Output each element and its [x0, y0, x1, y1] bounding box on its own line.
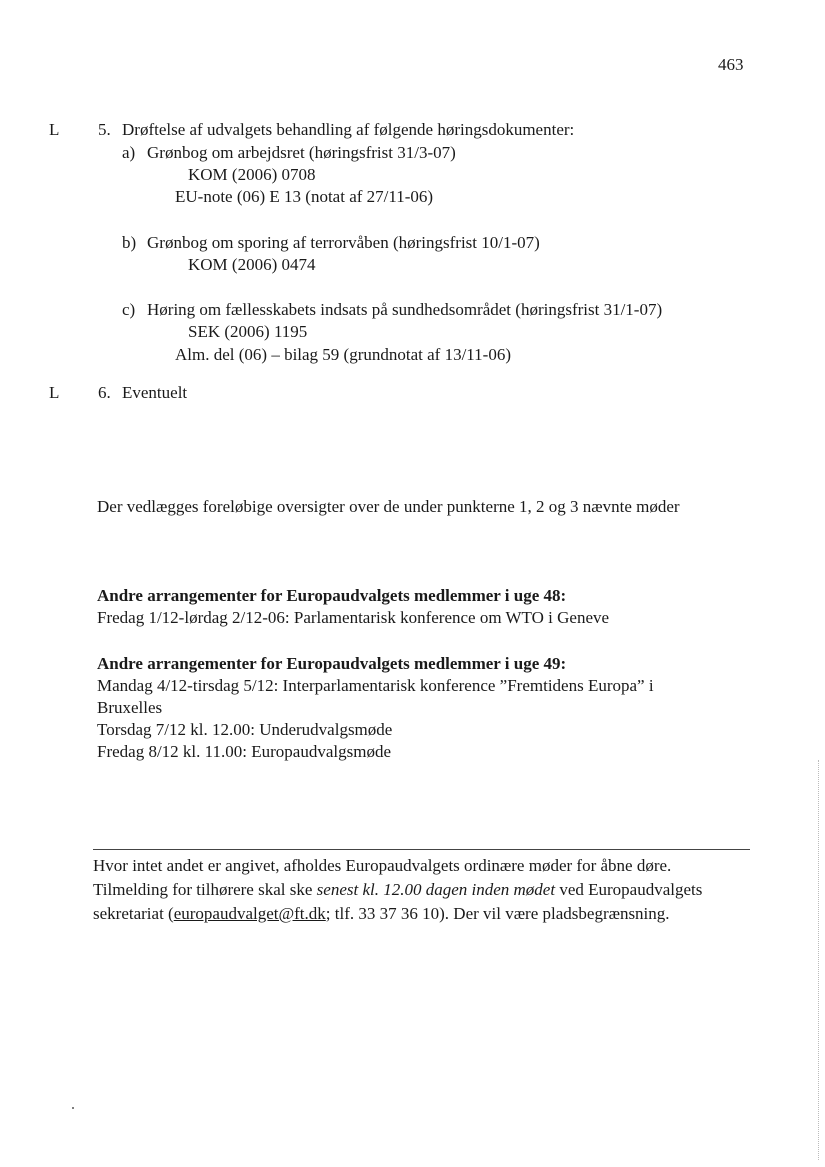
footer-line3 [93, 903, 670, 925]
scan-edge [818, 760, 819, 1160]
footer-divider [93, 849, 750, 850]
week49-heading: Andre arrangementer for Europaudvalgets medlemmer i uge 49: [97, 654, 567, 673]
week48-heading: Andre arrangementer for Europaudvalgets medlemmer i uge 48: [97, 586, 567, 605]
email-link[interactable]: europaudvalget@ft.dk [173, 904, 326, 923]
week49-line1: Mandag 4/12-tirsdag 5/12: Interparlamentarisk konference ”Fremtidens Europa” i [97, 676, 654, 695]
item5-title: Drøftelse af udvalgets behandling af følgende høringsdokumenter: [122, 120, 575, 139]
item5b-letter: b) [122, 233, 137, 252]
item5b-ref1: KOM (2006) 0474 [188, 255, 316, 274]
footer-deadline: senest kl. 12.00 dagen inden mødet [316, 880, 556, 899]
item5a-ref1: KOM (2006) 0708 [188, 165, 316, 184]
week49-line2: Bruxelles [97, 698, 163, 717]
scan-speck [72, 1107, 74, 1109]
attachment-note: Der vedlægges foreløbige oversigter over de under punkterne 1, 2 og 3 nævnte møder [97, 497, 680, 516]
item5a-text: Grønbog om arbejdsret (høringsfrist 31/3-07) [147, 143, 456, 162]
item5c-ref1: SEK (2006) 1195 [188, 322, 308, 341]
week49-line3: Torsdag 7/12 kl. 12.00: Underudvalgsmøde [97, 720, 393, 739]
item5c-letter: c) [122, 300, 136, 319]
item5a-ref2: EU-note (06) E 13 (notat af 27/11-06) [175, 187, 434, 206]
footer-line2-start: Tilmelding for tilhørere skal ske [93, 880, 317, 899]
item5b-text: Grønbog om sporing af terrorvåben (høringsfrist 10/1-07) [147, 233, 540, 252]
footer-line1: Hvor intet andet er angivet, afholdes Europaudvalgets ordinære møder for åbne døre. [93, 856, 672, 875]
footer-line3-end: ; tlf. 33 37 36 10). Der vil være pladsbegrænsning. [325, 904, 670, 923]
item5a-letter: a) [122, 143, 136, 162]
item5c-text: Høring om fællesskabets indsats på sundhedsområdet (høringsfrist 31/1-07) [147, 300, 663, 319]
footer-line2 [93, 879, 702, 901]
week49-line4: Fredag 8/12 kl. 11.00: Europaudvalgsmøde [97, 742, 391, 761]
footer-line2-end: ved Europaudvalgets [555, 880, 703, 899]
item5-number: 5. [98, 120, 111, 139]
item5c-ref2: Alm. del (06) – bilag 59 (grundnotat af 13/11-06) [175, 345, 511, 364]
footer-line3-start: sekretariat ( [93, 904, 174, 923]
week48-line1: Fredag 1/12-lørdag 2/12-06: Parlamentarisk konference om WTO i Geneve [97, 608, 610, 627]
item6-title: Eventuelt [122, 383, 188, 402]
item5-marker: L [49, 120, 60, 139]
item6-marker: L [49, 383, 60, 402]
item6-number: 6. [98, 383, 111, 402]
page-number: 463 [718, 55, 744, 74]
